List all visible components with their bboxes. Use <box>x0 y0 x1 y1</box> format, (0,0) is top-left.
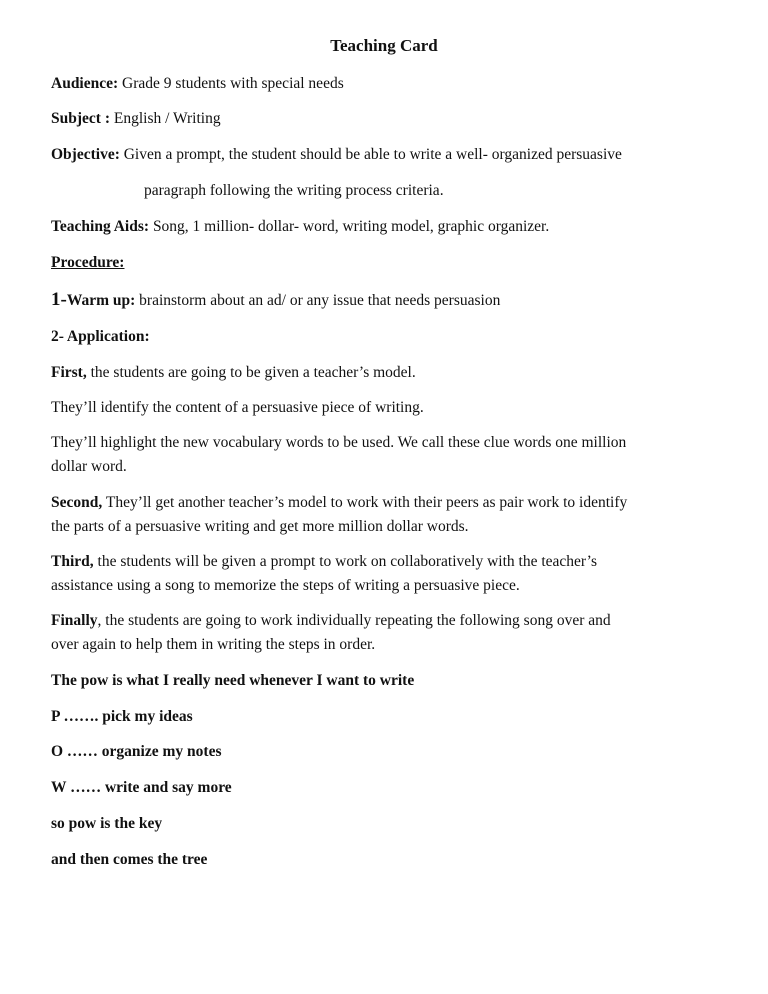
page-title: Teaching Card <box>330 36 438 55</box>
objective-line <box>51 145 622 165</box>
audience-line <box>51 74 344 94</box>
procedure-heading: Procedure: <box>51 254 125 271</box>
teaching-aids-label: Teaching Aids: <box>51 218 150 235</box>
finally-label: Finally <box>51 612 98 629</box>
song-line-2: P ……. pick my ideas <box>51 708 193 725</box>
warmup-number: 1- <box>51 289 67 310</box>
third-text-1: the students will be given a prompt to work on collaboratively with the teacher’s <box>93 553 597 570</box>
objective-label: Objective: <box>51 146 120 163</box>
song-line-4: W …… write and say more <box>51 779 232 796</box>
second-label: Second, <box>51 494 103 511</box>
warmup-text: brainstorm about an ad/ or any issue that needs persuasion <box>135 292 501 309</box>
highlight-line-1: They’ll highlight the new vocabulary words to be used. We call these clue words one million <box>51 434 627 451</box>
song-line-3: O …… organize my notes <box>51 743 222 760</box>
subject-label: Subject : <box>51 110 110 127</box>
highlight-line-2: dollar word. <box>51 458 127 475</box>
song-line-5: so pow is the key <box>51 815 163 832</box>
song-line-1: The pow is what I really need whenever I want to write <box>51 672 415 689</box>
audience-label: Audience: <box>51 75 119 92</box>
objective-line-2: paragraph following the writing process criteria. <box>144 182 444 199</box>
second-line <box>51 493 627 513</box>
third-label: Third, <box>51 553 94 570</box>
finally-text-1: , the students are going to work individually repeating the following song over and <box>97 612 611 629</box>
application-heading: 2- Application: <box>51 328 150 345</box>
first-line <box>51 363 416 383</box>
second-line-2: the parts of a persuasive writing and get more million dollar words. <box>51 518 469 535</box>
subject-text: English / Writing <box>109 110 221 127</box>
third-line-2: assistance using a song to memorize the steps of writing a persuasive piece. <box>51 577 520 594</box>
teaching-aids-text: Song, 1 million- dollar- word, writing model, graphic organizer. <box>149 218 550 235</box>
warmup-label: Warm up: <box>66 292 136 309</box>
objective-text-1: Given a prompt, the student should be able to write a well- organized persuasive <box>119 146 622 163</box>
song-line-6: and then comes the tree <box>51 851 208 868</box>
warmup-line <box>51 290 500 311</box>
first-label: First, <box>51 364 87 381</box>
identify-line: They’ll identify the content of a persuasive piece of writing. <box>51 399 424 416</box>
second-text-1: They’ll get another teacher’s model to work with their peers as pair work to identify <box>102 494 628 511</box>
finally-line <box>51 611 611 631</box>
teaching-aids-line <box>51 217 549 237</box>
first-text: the students are going to be given a teacher’s model. <box>86 364 416 381</box>
finally-line-2: over again to help them in writing the steps in order. <box>51 636 376 653</box>
third-line <box>51 552 597 572</box>
audience-text: Grade 9 students with special needs <box>118 75 344 92</box>
subject-line <box>51 109 221 129</box>
